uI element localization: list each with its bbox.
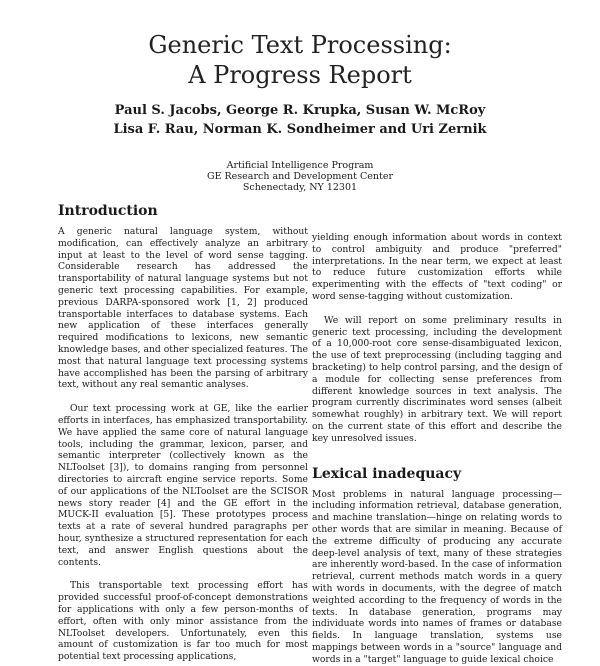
section-heading-introduction: Introduction (58, 203, 158, 219)
right-column (312, 232, 562, 665)
affiliation-line-1: Artificial Intelligence Program (226, 160, 374, 171)
section-heading-lexical-inadequacy: Lexical inadequacy (312, 465, 462, 482)
intro-paragraph-3: This transportable text processing effort has provided successful proof-of-concept demonstrations for applications with only a few person-months of effort, often with only minor assistance from the NLToolset developers. Unfortunately, even this amount of customization is far too much for most potential text processing applications, (58, 580, 308, 663)
affiliation (0, 160, 600, 193)
author-list (0, 101, 600, 139)
paper-title (0, 30, 600, 90)
lexical-paragraph-1: Most problems in natural language processing—including information retrieval, database generation, and machine translation—hinge on relating words to other words that are similar in meaning. Because of the extreme difficulty of producing any accurate deep-level analysis of text, many of these strategies are inherently word-based. In the case of information retrieval, current methods match words in a query with words in documents, with the degree of match weighted according to the frequency of words in the texts. In database generation, programs may individuate words into names of frames or database fields. In language translation, systems use mappings between words in a "source" language and words in a "target" language to guide lexical choice (312, 488, 562, 665)
right-paragraph-2: We will report on some preliminary results in generic text processing, including the development of a 10,000-root core sense-disambiguated lexicon, the use of text preprocessing (including tagging and bracketing) to help control parsing, and the design of a module for collecting sense preferences from different knowledge sources in text analysis. The program currently discriminates word senses (albeit somewhat roughly) in arbitrary text. We will report on the current state of this effort and describe the key unresolved issues. (312, 314, 562, 444)
title-line-2: A Progress Report (188, 61, 412, 89)
left-column (58, 202, 308, 663)
intro-paragraph-1: A generic natural language system, without modification, can effectively analyze an arbitrary input at least to the level of word sense tagging. Considerable research has addressed the transportability of natural language systems but not generic text processing capabilities. For example, previous DARPA-sponsored work [1, 2] produced transportable interfaces to database systems. Each new application of these interfaces generally required modifications to lexicons, new semantic knowledge bases, and other specialized features. The most that natural language text processing systems have accomplished has been the parsing of arbitrary text, without any real semantic analyses. (58, 226, 308, 391)
intro-paragraph-2: Our text processing work at GE, like the earlier efforts in interfaces, has emphasized transportability. We have applied the same core of natural language tools, including the grammar, lexicon, parser, and semantic interpreter (collectively known as the NLToolset [3]), to domains ranging from personnel directories to aircraft engine service reports. Some of our applications of the NLToolset are the SCISOR news story reader [4] and the GE effort in the MUCK-II evaluation [5]. These prototypes process texts at a rate of several hundred paragraphs per hour, synthesize a structured representation for each text, and answer English questions about the contents. (58, 403, 308, 568)
title-line-1: Generic Text Processing: (148, 31, 452, 59)
affiliation-line-3: Schenectady, NY 12301 (242, 182, 358, 193)
right-paragraph-1: yielding enough information about words in context to control ambiguity and produce "preferred" interpretations. In the near term, we expect at least to reduce future customization efforts while experimenting with the effects of "text coding" or word sense-tagging without customization. (312, 232, 562, 302)
authors-line-2: Lisa F. Rau, Norman K. Sondheimer and Uri Zernik (113, 122, 487, 137)
authors-line-1: Paul S. Jacobs, George R. Krupka, Susan W. McRoy (114, 103, 486, 118)
affiliation-line-2: GE Research and Development Center (206, 171, 393, 182)
